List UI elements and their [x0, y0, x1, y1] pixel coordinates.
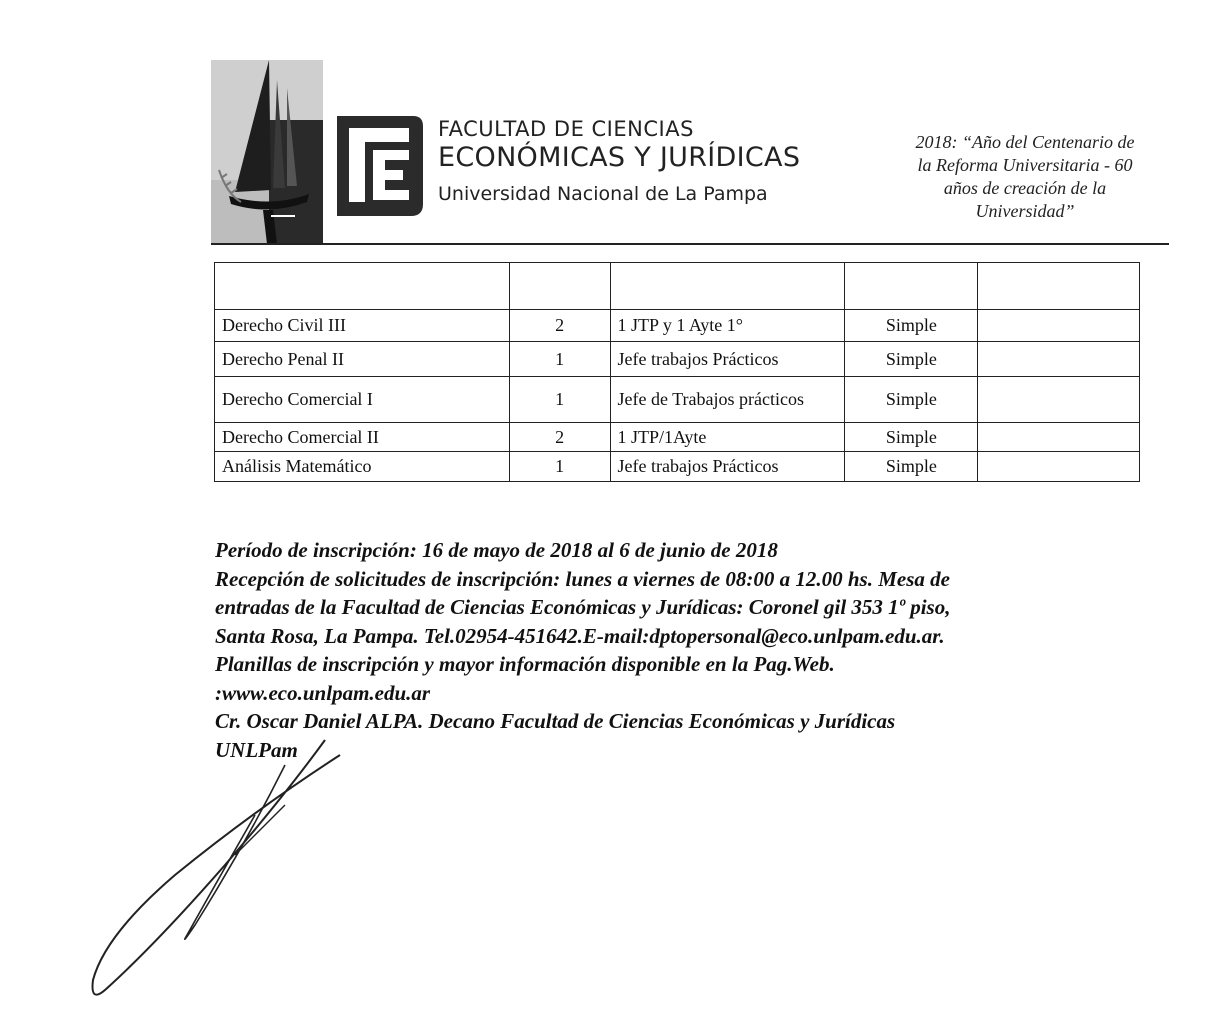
- role-cell: Jefe de Trabajos prácticos: [610, 377, 845, 423]
- extra-cell: [978, 377, 1140, 423]
- dedication-cell: Simple: [845, 452, 978, 482]
- table-row: [215, 377, 1140, 423]
- positions-table: [214, 262, 1140, 482]
- table-row: [215, 310, 1140, 342]
- extra-cell: [978, 452, 1140, 482]
- table-cell: [978, 263, 1140, 310]
- role-cell: 1 JTP/1Ayte: [610, 423, 845, 452]
- role-cell: Jefe trabajos Prácticos: [610, 452, 845, 482]
- table-row: [215, 342, 1140, 377]
- anniversary-motto: [880, 131, 1170, 223]
- subject-cell: Derecho Comercial I: [215, 377, 510, 423]
- dedication-cell: Simple: [845, 423, 978, 452]
- faculty-name-line2: ECONÓMICAS Y JURÍDICAS: [438, 142, 801, 173]
- motto-line: años de creación de la: [943, 178, 1107, 198]
- extra-cell: [978, 342, 1140, 377]
- dedication-cell: Simple: [845, 377, 978, 423]
- table-row: [215, 423, 1140, 452]
- subject-cell: Derecho Civil III: [215, 310, 510, 342]
- notice-line: Planillas de inscripción y mayor información disponible en la Pag.Web.: [215, 652, 835, 676]
- table-cell: [509, 263, 610, 310]
- table-cell: [845, 263, 978, 310]
- faculty-header: [438, 116, 800, 208]
- faculty-monogram-logo: [333, 108, 425, 222]
- subject-cell: Derecho Penal II: [215, 342, 510, 377]
- website-line: :www.eco.unlpam.edu.ar: [215, 680, 431, 705]
- positions-cell: 1: [509, 452, 610, 482]
- dedication-cell: Simple: [845, 310, 978, 342]
- subject-cell: Derecho Comercial II: [215, 423, 510, 452]
- motto-line: la Reforma Universitaria - 60: [917, 155, 1133, 175]
- signatory-institution: UNLPam: [215, 737, 298, 762]
- positions-cell: 2: [509, 310, 610, 342]
- registration-notice: [215, 536, 1115, 764]
- signatory-line: Cr. Oscar Daniel ALPA. Decano Facultad de Ciencias Económicas y Jurídicas: [215, 709, 896, 733]
- motto-line: Universidad”: [975, 201, 1075, 221]
- extra-cell: [978, 423, 1140, 452]
- dedication-cell: Simple: [845, 342, 978, 377]
- notice-line: Santa Rosa, La Pampa. Tel.02954-451642.E-mail:dptopersonal@eco.unlpam.edu.ar.: [215, 623, 945, 648]
- motto-line: 2018: “Año del Centenario de: [915, 132, 1135, 152]
- extra-cell: [978, 310, 1140, 342]
- handwritten-signature: [85, 735, 355, 1000]
- notice-line: entradas de la Facultad de Ciencias Económicas y Jurídicas: Coronel gil 353 1º piso,: [215, 595, 951, 619]
- role-cell: 1 JTP y 1 Ayte 1°: [610, 310, 845, 342]
- positions-cell: 1: [509, 377, 610, 423]
- table-header-row: [215, 263, 1140, 310]
- registration-period: Período de inscripción: 16 de mayo de 2018 al 6 de junio de 2018: [215, 538, 778, 562]
- positions-cell: 1: [509, 342, 610, 377]
- role-cell: Jefe trabajos Prácticos: [610, 342, 845, 377]
- university-logo: [211, 60, 323, 244]
- faculty-name-line1: FACULTAD DE CIENCIAS: [438, 117, 694, 141]
- subject-cell: Análisis Matemático: [215, 452, 510, 482]
- university-name: Universidad Nacional de La Pampa: [438, 183, 768, 205]
- positions-cell: 2: [509, 423, 610, 452]
- table-cell: [215, 263, 510, 310]
- header-divider: [211, 243, 1169, 245]
- notice-line: Recepción de solicitudes de inscripción: lunes a viernes de 08:00 a 12.00 hs. Mesa de: [215, 566, 950, 591]
- table-row: [215, 452, 1140, 482]
- table-cell: [610, 263, 845, 310]
